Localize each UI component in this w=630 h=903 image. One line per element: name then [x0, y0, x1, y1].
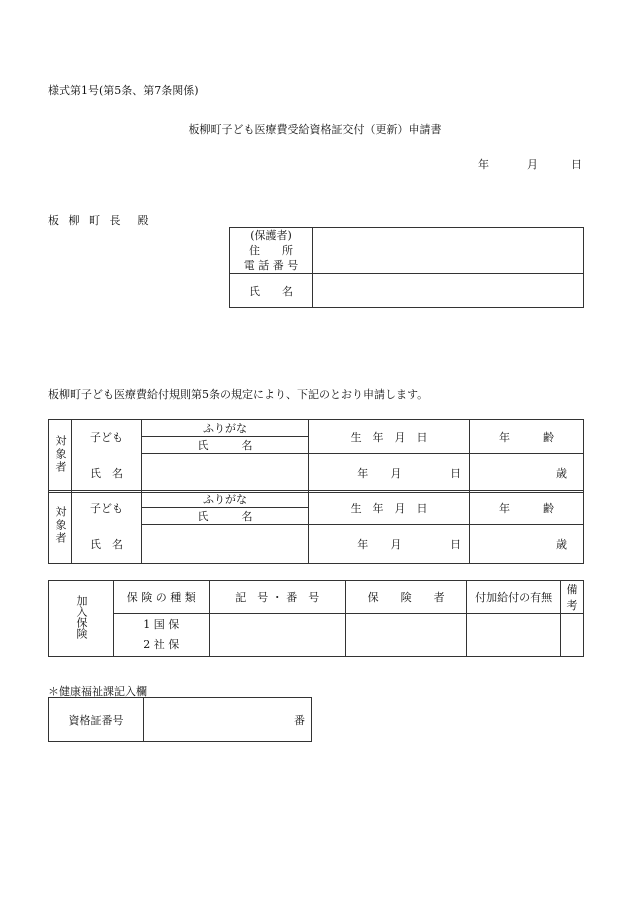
name-label: 氏 名 — [71, 454, 141, 493]
name-field[interactable] — [142, 525, 309, 564]
guardian-address-label — [230, 228, 313, 274]
name-label: 氏 名 — [71, 525, 141, 564]
insurer-header: 保 険 者 — [345, 581, 466, 614]
child-label: 子ども — [71, 491, 141, 525]
name-header: 氏 名 — [142, 508, 309, 525]
qualification-label: 資格証番号 — [49, 698, 144, 742]
age-header: 年 齢 — [470, 491, 584, 525]
insurance-type-options[interactable] — [114, 614, 210, 657]
date-year: 年 — [478, 158, 489, 171]
subject-side-label: 対象者 — [49, 420, 72, 493]
birth-year: 年 — [309, 454, 377, 493]
age-unit: 歳 — [470, 454, 584, 493]
birth-year: 年 — [309, 525, 377, 564]
guardian-name-label: 氏 名 — [230, 274, 313, 308]
age-unit: 歳 — [470, 525, 584, 564]
date-month: 月 — [527, 158, 538, 171]
guardian-label: (保護者) — [250, 229, 292, 242]
birth-day: 日 — [416, 525, 470, 564]
date-day: 日 — [571, 158, 582, 171]
qualification-table — [48, 697, 312, 742]
guardian-name-field[interactable] — [313, 274, 584, 308]
remarks-header: 備 考 — [561, 581, 584, 614]
subject-table-2 — [48, 490, 584, 564]
insurance-type-header: 保 険 の 種 類 — [114, 581, 210, 614]
birth-day: 日 — [416, 454, 470, 493]
insurance-option-kokuho[interactable]: 1 国 保 — [143, 618, 180, 631]
subject-table-1 — [48, 419, 584, 493]
name-field[interactable] — [142, 454, 309, 493]
insurance-number-header: 記 号 ・ 番 号 — [209, 581, 345, 614]
statement: 板柳町子ども医療費給付規則第5条の規定により、下記のとおり申請します。 — [48, 388, 429, 401]
insurance-option-shaho[interactable]: 2 社 保 — [143, 638, 180, 651]
birthdate-header: 生 年 月 日 — [309, 420, 470, 454]
qualification-unit: 番 — [294, 713, 305, 727]
age-header: 年 齢 — [470, 420, 584, 454]
name-header: 氏 名 — [142, 437, 309, 454]
qualification-field[interactable] — [144, 698, 312, 742]
furigana-label: ふりがな — [142, 420, 309, 437]
form-number: 様式第1号(第5条、第7条関係) — [48, 84, 199, 97]
remarks-field[interactable] — [561, 614, 584, 657]
subject-side-label: 対象者 — [49, 491, 72, 564]
insurance-table — [48, 580, 589, 657]
furigana-label: ふりがな — [142, 491, 309, 508]
addressee-honorific: 殿 — [137, 214, 152, 227]
phone-label: 電 話 番 号 — [243, 259, 299, 272]
birthdate-header: 生 年 月 日 — [309, 491, 470, 525]
additional-benefit-field[interactable] — [467, 614, 561, 657]
guardian-table — [229, 227, 584, 308]
insurer-field[interactable] — [345, 614, 466, 657]
birth-month: 月 — [376, 525, 416, 564]
insurance-number-field[interactable] — [209, 614, 345, 657]
child-label: 子ども — [71, 420, 141, 454]
addressee-name: 板 柳 町 長 — [48, 214, 124, 227]
address-label: 住 所 — [249, 244, 293, 257]
addressee — [48, 212, 152, 228]
form-title: 板柳町子ども医療費受給資格証交付（更新）申請書 — [188, 123, 442, 136]
additional-benefit-header: 付加給付の有無 — [467, 581, 561, 614]
birth-month: 月 — [376, 454, 416, 493]
guardian-address-field[interactable] — [313, 228, 584, 274]
insurance-side-label: 加入保険 — [49, 581, 114, 657]
office-use-note: ＊健康福祉課記入欄 — [48, 685, 147, 698]
